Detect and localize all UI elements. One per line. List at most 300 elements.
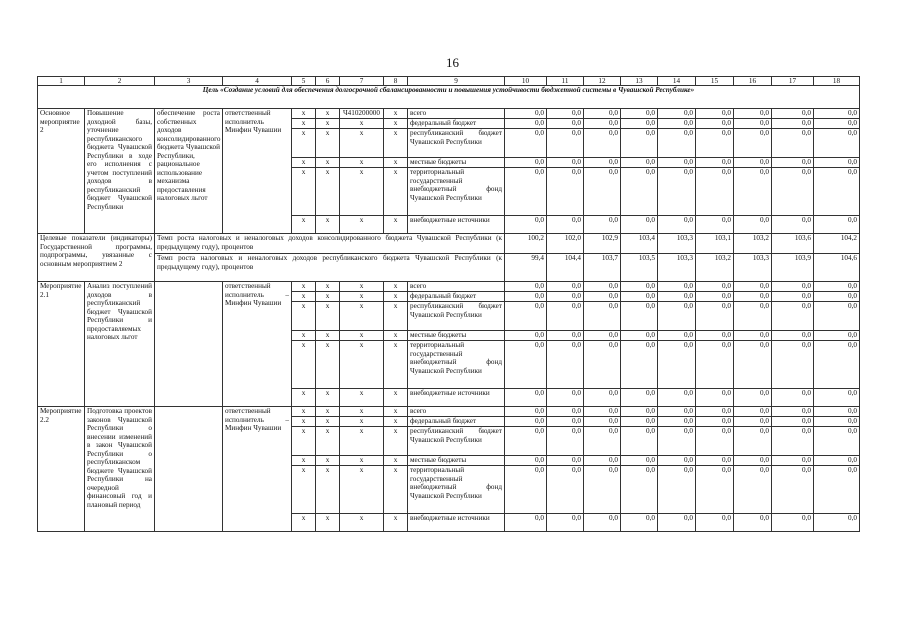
measure-name-cell: Подготовка проектов законов Чувашской Республики о внесении изменений в закон Чувашской Республики о республиканском бюджете Чувашской Республики на очередной финансовый год и плановый период	[85, 407, 155, 532]
value-cell: 0,0	[584, 427, 621, 456]
code-cell: x	[316, 109, 340, 119]
funding-source-cell: федеральный бюджет	[408, 292, 505, 302]
value-cell: 0,0	[734, 282, 772, 292]
indicator-value: 104,4	[547, 254, 584, 282]
code-cell: x	[384, 407, 408, 417]
funding-source-cell: внебюджетные источники	[408, 216, 505, 234]
value-cell: 0,0	[814, 514, 860, 532]
code-cell: x	[316, 302, 340, 331]
measure-row	[38, 282, 860, 292]
funding-source-cell: внебюджетные источники	[408, 514, 505, 532]
value-cell: 0,0	[505, 341, 547, 389]
column-number: 4	[223, 77, 292, 86]
header-row	[38, 77, 860, 86]
value-cell: 0,0	[547, 168, 584, 216]
value-cell: 0,0	[547, 302, 584, 331]
value-cell: 0,0	[734, 302, 772, 331]
value-cell: 0,0	[621, 331, 658, 341]
value-cell: 0,0	[814, 168, 860, 216]
value-cell: 0,0	[814, 341, 860, 389]
code-cell: x	[384, 427, 408, 456]
value-cell: 0,0	[658, 168, 696, 216]
indicator-value: 103,3	[734, 254, 772, 282]
value-cell: 0,0	[584, 341, 621, 389]
value-cell: 0,0	[696, 331, 734, 341]
value-cell: 0,0	[584, 216, 621, 234]
value-cell: 0,0	[584, 282, 621, 292]
indicator-value: 103,3	[658, 234, 696, 254]
column-number: 7	[340, 77, 384, 86]
value-cell: 0,0	[772, 341, 814, 389]
code-cell: x	[316, 427, 340, 456]
value-cell: 0,0	[772, 514, 814, 532]
code-cell: x	[384, 389, 408, 407]
main-event-row	[38, 109, 860, 119]
page-number: 16	[446, 55, 459, 70]
value-cell: 0,0	[814, 417, 860, 427]
value-cell: 0,0	[696, 427, 734, 456]
value-cell: 0,0	[658, 466, 696, 514]
funding-source-cell: республиканский бюджет Чувашской Республики	[408, 427, 505, 456]
value-cell: 0,0	[734, 427, 772, 456]
value-cell: 0,0	[547, 282, 584, 292]
indicator-row	[38, 234, 860, 254]
value-cell: 0,0	[505, 168, 547, 216]
code-cell: x	[340, 119, 384, 129]
value-cell: 0,0	[621, 341, 658, 389]
indicator-text: Темп роста налоговых и неналоговых доходов республиканского бюджета Чувашской Республики (к предыдущему году), процентов	[155, 254, 505, 282]
value-cell: 0,0	[696, 456, 734, 466]
column-number: 6	[316, 77, 340, 86]
value-cell: 0,0	[505, 302, 547, 331]
value-cell: 0,0	[547, 292, 584, 302]
value-cell: 0,0	[621, 417, 658, 427]
measure-type-cell: Основное мероприятие 2	[38, 109, 85, 234]
code-cell: x	[316, 331, 340, 341]
column-number: 5	[292, 77, 316, 86]
value-cell: 0,0	[814, 158, 860, 168]
value-cell: 0,0	[658, 389, 696, 407]
value-cell: 0,0	[772, 302, 814, 331]
code-cell: x	[316, 341, 340, 389]
value-cell: 0,0	[621, 466, 658, 514]
code-cell: x	[316, 216, 340, 234]
value-cell: 0,0	[658, 129, 696, 158]
value-cell: 0,0	[734, 331, 772, 341]
code-cell: x	[316, 158, 340, 168]
value-cell: 0,0	[547, 341, 584, 389]
code-cell: x	[292, 129, 316, 158]
value-cell: 0,0	[621, 456, 658, 466]
value-cell: 0,0	[772, 129, 814, 158]
code-cell: x	[292, 119, 316, 129]
funding-source-cell: местные бюджеты	[408, 331, 505, 341]
value-cell: 0,0	[772, 407, 814, 417]
code-cell: x	[316, 282, 340, 292]
value-cell: 0,0	[584, 158, 621, 168]
value-cell: 0,0	[658, 427, 696, 456]
funding-source-cell: всего	[408, 109, 505, 119]
value-cell: 0,0	[658, 341, 696, 389]
column-number: 2	[85, 77, 155, 86]
value-cell: 0,0	[658, 282, 696, 292]
value-cell: 0,0	[505, 407, 547, 417]
value-cell: 0,0	[696, 302, 734, 331]
code-cell: x	[292, 466, 316, 514]
code-cell: x	[384, 292, 408, 302]
value-cell: 0,0	[772, 216, 814, 234]
code-cell: x	[384, 158, 408, 168]
column-number: 8	[384, 77, 408, 86]
funding-source-cell: территориальный государственный внебюджетный фонд Чувашской Республики	[408, 168, 505, 216]
code-cell: x	[292, 282, 316, 292]
value-cell: 0,0	[547, 417, 584, 427]
column-number: 13	[621, 77, 658, 86]
value-cell: 0,0	[696, 514, 734, 532]
value-cell: 0,0	[734, 158, 772, 168]
code-cell: x	[316, 407, 340, 417]
code-cell: x	[292, 168, 316, 216]
code-cell: x	[340, 417, 384, 427]
indicator-value: 99,4	[505, 254, 547, 282]
value-cell: 0,0	[696, 341, 734, 389]
value-cell: 0,0	[621, 216, 658, 234]
indicators-label: Целевые показатели (индикаторы) Государственной программы, подпрограммы, увязанные с основным мероприятием 2	[38, 234, 155, 282]
value-cell: 0,0	[621, 427, 658, 456]
value-cell: 0,0	[814, 302, 860, 331]
value-cell: 0,0	[584, 389, 621, 407]
value-cell: 0,0	[696, 407, 734, 417]
code-cell: Ч410200000	[340, 109, 384, 119]
value-cell: 0,0	[734, 514, 772, 532]
code-cell: x	[292, 158, 316, 168]
code-cell: x	[292, 109, 316, 119]
code-cell: x	[384, 466, 408, 514]
code-cell: x	[340, 427, 384, 456]
column-number: 18	[814, 77, 860, 86]
value-cell: 0,0	[505, 427, 547, 456]
funding-source-cell: местные бюджеты	[408, 158, 505, 168]
funding-source-cell: территориальный государственный внебюджетный фонд Чувашской Республики	[408, 341, 505, 389]
code-cell: x	[316, 129, 340, 158]
value-cell: 0,0	[814, 109, 860, 119]
value-cell: 0,0	[621, 109, 658, 119]
value-cell: 0,0	[584, 417, 621, 427]
value-cell: 0,0	[696, 109, 734, 119]
value-cell: 0,0	[772, 427, 814, 456]
executor-cell: ответственный исполнитель Минфин Чувашии	[223, 109, 292, 234]
value-cell: 0,0	[772, 109, 814, 119]
code-cell: x	[340, 216, 384, 234]
value-cell: 0,0	[696, 466, 734, 514]
value-cell: 0,0	[696, 292, 734, 302]
value-cell: 0,0	[547, 216, 584, 234]
value-cell: 0,0	[772, 417, 814, 427]
code-cell: x	[292, 389, 316, 407]
value-cell: 0,0	[814, 119, 860, 129]
value-cell: 0,0	[814, 292, 860, 302]
value-cell: 0,0	[621, 514, 658, 532]
value-cell: 0,0	[658, 109, 696, 119]
value-cell: 0,0	[505, 216, 547, 234]
funding-source-cell: республиканский бюджет Чувашской Республики	[408, 129, 505, 158]
value-cell: 0,0	[658, 158, 696, 168]
code-cell: x	[384, 168, 408, 216]
code-cell: x	[340, 466, 384, 514]
code-cell: x	[384, 341, 408, 389]
value-cell: 0,0	[696, 389, 734, 407]
measure-name-cell: Повышение доходной базы, уточнение республиканского бюджета Чувашской Республики в ходе его исполнения с учетом поступлений доходов в республиканский бюджет Чувашской Республики	[85, 109, 155, 234]
indicator-value: 103,3	[658, 254, 696, 282]
value-cell: 0,0	[814, 282, 860, 292]
value-cell: 0,0	[658, 331, 696, 341]
code-cell: x	[340, 456, 384, 466]
value-cell: 0,0	[814, 129, 860, 158]
value-cell: 0,0	[772, 466, 814, 514]
column-number: 11	[547, 77, 584, 86]
code-cell: x	[292, 302, 316, 331]
code-cell: x	[384, 129, 408, 158]
value-cell: 0,0	[621, 168, 658, 216]
value-cell: 0,0	[505, 109, 547, 119]
value-cell: 0,0	[547, 456, 584, 466]
indicator-text: Темп роста налоговых и неналоговых доходов консолидированного бюджета Чувашской Республики (к предыдущему году), процентов	[155, 234, 505, 254]
column-number: 17	[772, 77, 814, 86]
executor-cell: ответственный исполнитель – Минфин Чувашии	[223, 407, 292, 532]
code-cell: x	[292, 341, 316, 389]
funding-source-cell: федеральный бюджет	[408, 417, 505, 427]
code-cell: x	[340, 158, 384, 168]
column-number: 9	[408, 77, 505, 86]
value-cell: 0,0	[772, 292, 814, 302]
value-cell: 0,0	[547, 407, 584, 417]
value-cell: 0,0	[621, 389, 658, 407]
value-cell: 0,0	[505, 129, 547, 158]
column-number: 3	[155, 77, 223, 86]
funding-source-cell: всего	[408, 407, 505, 417]
code-cell: x	[316, 456, 340, 466]
value-cell: 0,0	[584, 456, 621, 466]
code-cell: x	[316, 119, 340, 129]
code-cell: x	[340, 514, 384, 532]
expected-result-cell: обеспечение роста собственных доходов консолидированного бюджета Чувашской Республики, рациональное использование механизма предоставления налоговых льгот	[155, 109, 223, 234]
indicator-value: 103,5	[621, 254, 658, 282]
value-cell: 0,0	[584, 129, 621, 158]
code-cell: x	[340, 129, 384, 158]
value-cell: 0,0	[734, 168, 772, 216]
code-cell: x	[340, 331, 384, 341]
code-cell: x	[292, 514, 316, 532]
value-cell: 0,0	[547, 158, 584, 168]
code-cell: x	[340, 168, 384, 216]
code-cell: x	[384, 417, 408, 427]
code-cell: x	[340, 341, 384, 389]
column-number: 1	[38, 77, 85, 86]
code-cell: x	[384, 456, 408, 466]
indicator-value: 103,1	[696, 234, 734, 254]
code-cell: x	[316, 417, 340, 427]
measure-type-cell: Мероприятие 2.2	[38, 407, 85, 532]
funding-source-cell: федеральный бюджет	[408, 119, 505, 129]
measure-type-cell: Мероприятие 2.1	[38, 282, 85, 407]
value-cell: 0,0	[584, 302, 621, 331]
value-cell: 0,0	[621, 158, 658, 168]
column-number: 16	[734, 77, 772, 86]
code-cell: x	[292, 216, 316, 234]
value-cell: 0,0	[584, 466, 621, 514]
value-cell: 0,0	[772, 158, 814, 168]
value-cell: 0,0	[621, 407, 658, 417]
indicator-value: 104,2	[814, 234, 860, 254]
code-cell: x	[384, 331, 408, 341]
value-cell: 0,0	[547, 129, 584, 158]
column-number: 14	[658, 77, 696, 86]
value-cell: 0,0	[547, 109, 584, 119]
value-cell: 0,0	[734, 109, 772, 119]
value-cell: 0,0	[547, 427, 584, 456]
value-cell: 0,0	[505, 466, 547, 514]
code-cell: x	[316, 168, 340, 216]
value-cell: 0,0	[621, 119, 658, 129]
value-cell: 0,0	[696, 282, 734, 292]
code-cell: x	[384, 282, 408, 292]
indicator-value: 103,7	[584, 254, 621, 282]
goal-row	[38, 86, 860, 109]
value-cell: 0,0	[658, 456, 696, 466]
code-cell: x	[340, 389, 384, 407]
indicator-value: 100,2	[505, 234, 547, 254]
value-cell: 0,0	[772, 389, 814, 407]
code-cell: x	[340, 292, 384, 302]
code-cell: x	[384, 119, 408, 129]
value-cell: 0,0	[505, 456, 547, 466]
code-cell: x	[292, 456, 316, 466]
value-cell: 0,0	[547, 514, 584, 532]
value-cell: 0,0	[658, 407, 696, 417]
value-cell: 0,0	[814, 456, 860, 466]
indicator-value: 103,4	[621, 234, 658, 254]
value-cell: 0,0	[696, 119, 734, 129]
value-cell: 0,0	[547, 331, 584, 341]
code-cell: x	[292, 331, 316, 341]
value-cell: 0,0	[772, 119, 814, 129]
value-cell: 0,0	[734, 341, 772, 389]
code-cell: x	[340, 407, 384, 417]
indicator-value: 102,0	[547, 234, 584, 254]
value-cell: 0,0	[584, 119, 621, 129]
value-cell: 0,0	[814, 407, 860, 417]
value-cell: 0,0	[814, 466, 860, 514]
value-cell: 0,0	[584, 292, 621, 302]
value-cell: 0,0	[734, 216, 772, 234]
indicator-value: 103,2	[734, 234, 772, 254]
expected-result-cell	[155, 407, 223, 532]
indicator-value: 103,9	[772, 254, 814, 282]
value-cell: 0,0	[658, 292, 696, 302]
measure-name-cell: Анализ поступлений доходов в республиканский бюджет Чувашской Республики и предоставляемых налоговых льгот	[85, 282, 155, 407]
code-cell: x	[384, 514, 408, 532]
value-cell: 0,0	[584, 514, 621, 532]
value-cell: 0,0	[505, 514, 547, 532]
indicator-value: 103,2	[696, 254, 734, 282]
code-cell: x	[316, 292, 340, 302]
value-cell: 0,0	[658, 216, 696, 234]
funding-source-cell: территориальный государственный внебюджетный фонд Чувашской Республики	[408, 466, 505, 514]
value-cell: 0,0	[734, 292, 772, 302]
value-cell: 0,0	[584, 168, 621, 216]
indicator-row	[38, 254, 860, 282]
code-cell: x	[292, 292, 316, 302]
code-cell: x	[384, 302, 408, 331]
value-cell: 0,0	[696, 216, 734, 234]
value-cell: 0,0	[505, 158, 547, 168]
code-cell: x	[316, 389, 340, 407]
value-cell: 0,0	[814, 427, 860, 456]
value-cell: 0,0	[734, 456, 772, 466]
value-cell: 0,0	[696, 158, 734, 168]
budget-table	[37, 76, 860, 532]
code-cell: x	[340, 282, 384, 292]
value-cell: 0,0	[658, 302, 696, 331]
value-cell: 0,0	[584, 109, 621, 119]
funding-source-cell: всего	[408, 282, 505, 292]
value-cell: 0,0	[505, 417, 547, 427]
code-cell: x	[384, 109, 408, 119]
value-cell: 0,0	[734, 407, 772, 417]
code-cell: x	[316, 514, 340, 532]
measure-row	[38, 407, 860, 417]
column-number: 12	[584, 77, 621, 86]
value-cell: 0,0	[505, 119, 547, 129]
value-cell: 0,0	[584, 331, 621, 341]
value-cell: 0,0	[584, 407, 621, 417]
expected-result-cell	[155, 282, 223, 407]
value-cell: 0,0	[814, 331, 860, 341]
code-cell: x	[384, 216, 408, 234]
value-cell: 0,0	[547, 119, 584, 129]
value-cell: 0,0	[621, 129, 658, 158]
value-cell: 0,0	[814, 389, 860, 407]
value-cell: 0,0	[734, 389, 772, 407]
value-cell: 0,0	[734, 466, 772, 514]
value-cell: 0,0	[772, 456, 814, 466]
indicator-value: 104,6	[814, 254, 860, 282]
value-cell: 0,0	[505, 292, 547, 302]
value-cell: 0,0	[547, 389, 584, 407]
value-cell: 0,0	[658, 119, 696, 129]
value-cell: 0,0	[658, 417, 696, 427]
value-cell: 0,0	[696, 129, 734, 158]
value-cell: 0,0	[505, 389, 547, 407]
funding-source-cell: республиканский бюджет Чувашской Республики	[408, 302, 505, 331]
value-cell: 0,0	[696, 168, 734, 216]
value-cell: 0,0	[505, 331, 547, 341]
value-cell: 0,0	[814, 216, 860, 234]
code-cell: x	[292, 427, 316, 456]
value-cell: 0,0	[772, 168, 814, 216]
value-cell: 0,0	[621, 292, 658, 302]
code-cell: x	[340, 302, 384, 331]
value-cell: 0,0	[734, 129, 772, 158]
value-cell: 0,0	[772, 331, 814, 341]
indicator-value: 103,6	[772, 234, 814, 254]
code-cell: x	[292, 417, 316, 427]
column-number: 15	[696, 77, 734, 86]
value-cell: 0,0	[621, 302, 658, 331]
value-cell: 0,0	[505, 282, 547, 292]
executor-cell: ответственный исполнитель – Минфин Чувашии	[223, 282, 292, 407]
value-cell: 0,0	[734, 417, 772, 427]
